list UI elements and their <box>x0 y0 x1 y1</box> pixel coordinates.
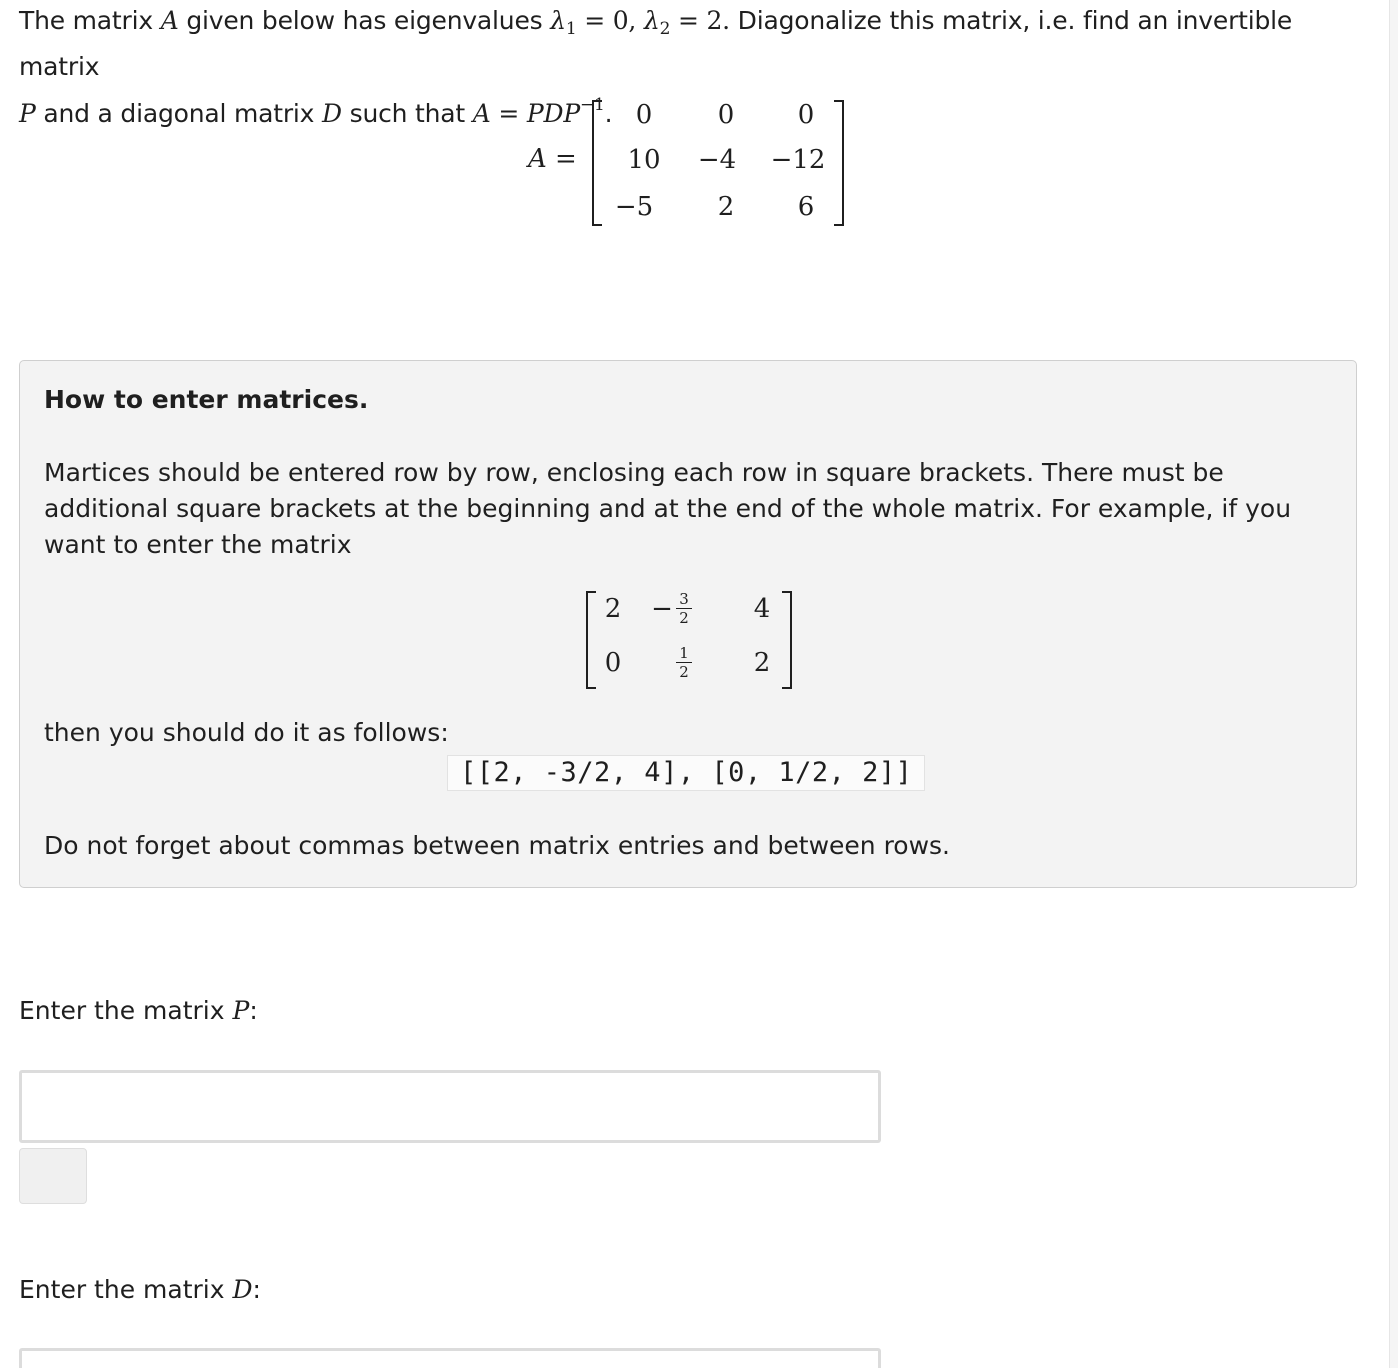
example-cell: 2 <box>604 594 622 624</box>
preview-button[interactable] <box>19 1148 87 1204</box>
colon: : <box>252 1275 261 1304</box>
example-cell: 4 <box>753 594 771 624</box>
problem-mid: given below has eigenvalues <box>186 6 543 35</box>
commas-note: Do not forget about commas between matrix entries and between rows. <box>44 831 951 860</box>
matrix-A-cell: 0 <box>717 100 735 130</box>
problem-such: such that <box>349 99 466 128</box>
matrix-A-cell: 6 <box>797 192 815 222</box>
symbol-A: A <box>160 6 179 35</box>
example-cell: 2 <box>753 648 771 678</box>
prompt-text: Enter the matrix <box>19 1275 225 1304</box>
problem-and: and a diagonal matrix <box>43 99 315 128</box>
then-text: then you should do it as follows: <box>44 718 449 747</box>
symbol-D: D <box>232 1275 253 1304</box>
matrix-D-input[interactable] <box>19 1348 881 1368</box>
symbol-P: P <box>19 99 36 128</box>
matrix-A-label: A = <box>528 144 577 174</box>
matrix-A-cell: −4 <box>697 145 737 175</box>
code-example: [[2, -3/2, 4], [0, 1/2, 2]] <box>447 755 925 791</box>
how-to-enter-matrices-box <box>19 360 1357 888</box>
prompt-matrix-D <box>19 1275 261 1304</box>
howto-instructions: Martices should be entered row by row, enclosing each row in square brackets. There must be additional square brackets at the beginning and at the end of the whole matrix. For example, if you want to enter the matrix <box>44 458 1292 559</box>
problem-intro: The matrix <box>19 6 153 35</box>
example-cell-sign: − <box>651 594 673 624</box>
matrix-A-cell: 10 <box>627 145 661 175</box>
lambda-2: $\lambda_2$ <box>643 6 671 39</box>
scrollbar[interactable] <box>1389 0 1398 1368</box>
example-matrix <box>586 589 806 689</box>
prompt-matrix-P <box>19 996 258 1025</box>
eigenvalue-2: = 2. <box>670 6 730 35</box>
lambda-1: $\lambda_1$ <box>550 6 577 39</box>
symbol-P: P <box>232 996 250 1025</box>
matrix-A-cell: −5 <box>614 192 654 222</box>
colon: : <box>249 996 258 1025</box>
prompt-text: Enter the matrix <box>19 996 225 1025</box>
matrix-A-cell: −12 <box>770 145 826 175</box>
example-fraction: 3 2 <box>674 591 694 626</box>
diagonalization-equation: $A = PDP^{-1}$ <box>472 95 605 128</box>
matrix-A-cell: 0 <box>635 100 653 130</box>
matrix-A-cell: 0 <box>797 100 815 130</box>
period: . <box>604 99 613 128</box>
howto-title: How to enter matrices. <box>44 385 369 414</box>
matrix-P-input[interactable] <box>19 1070 881 1143</box>
matrix-A-cell: 2 <box>717 192 735 222</box>
example-fraction: 1 2 <box>674 645 694 680</box>
eigenvalue-1: = 0, <box>576 6 644 35</box>
symbol-D: D <box>322 99 342 128</box>
example-cell: 0 <box>604 648 622 678</box>
problem-task: Diagonalize this matrix, i.e. find an invertible matrix <box>19 6 1293 81</box>
